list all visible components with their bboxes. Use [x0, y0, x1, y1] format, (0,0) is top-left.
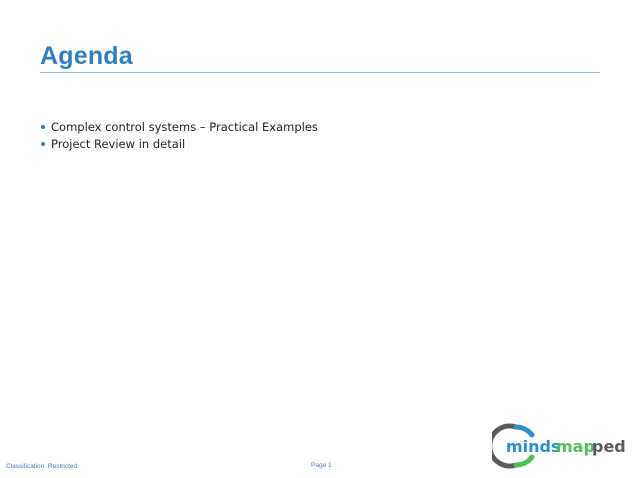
bullet-item: [40, 136, 318, 152]
svg-text:minds: minds: [506, 437, 561, 456]
classification-label: Classification: Restricted: [6, 463, 78, 470]
bullet-text: Project Review in detail: [51, 137, 186, 151]
svg-text:ped: ped: [592, 437, 626, 456]
bullet-list: [40, 119, 318, 153]
bullet-dot-icon: [41, 125, 45, 129]
bullet-text: Complex control systems – Practical Examples: [51, 120, 318, 134]
mindsmapped-logo-icon: [492, 421, 632, 469]
bullet-dot-icon: [41, 142, 45, 146]
title-underline: [40, 72, 600, 73]
page-number: Page 1: [311, 462, 332, 469]
slide-title: Agenda: [40, 42, 133, 70]
bullet-item: [40, 119, 318, 135]
svg-text:map: map: [556, 437, 595, 456]
